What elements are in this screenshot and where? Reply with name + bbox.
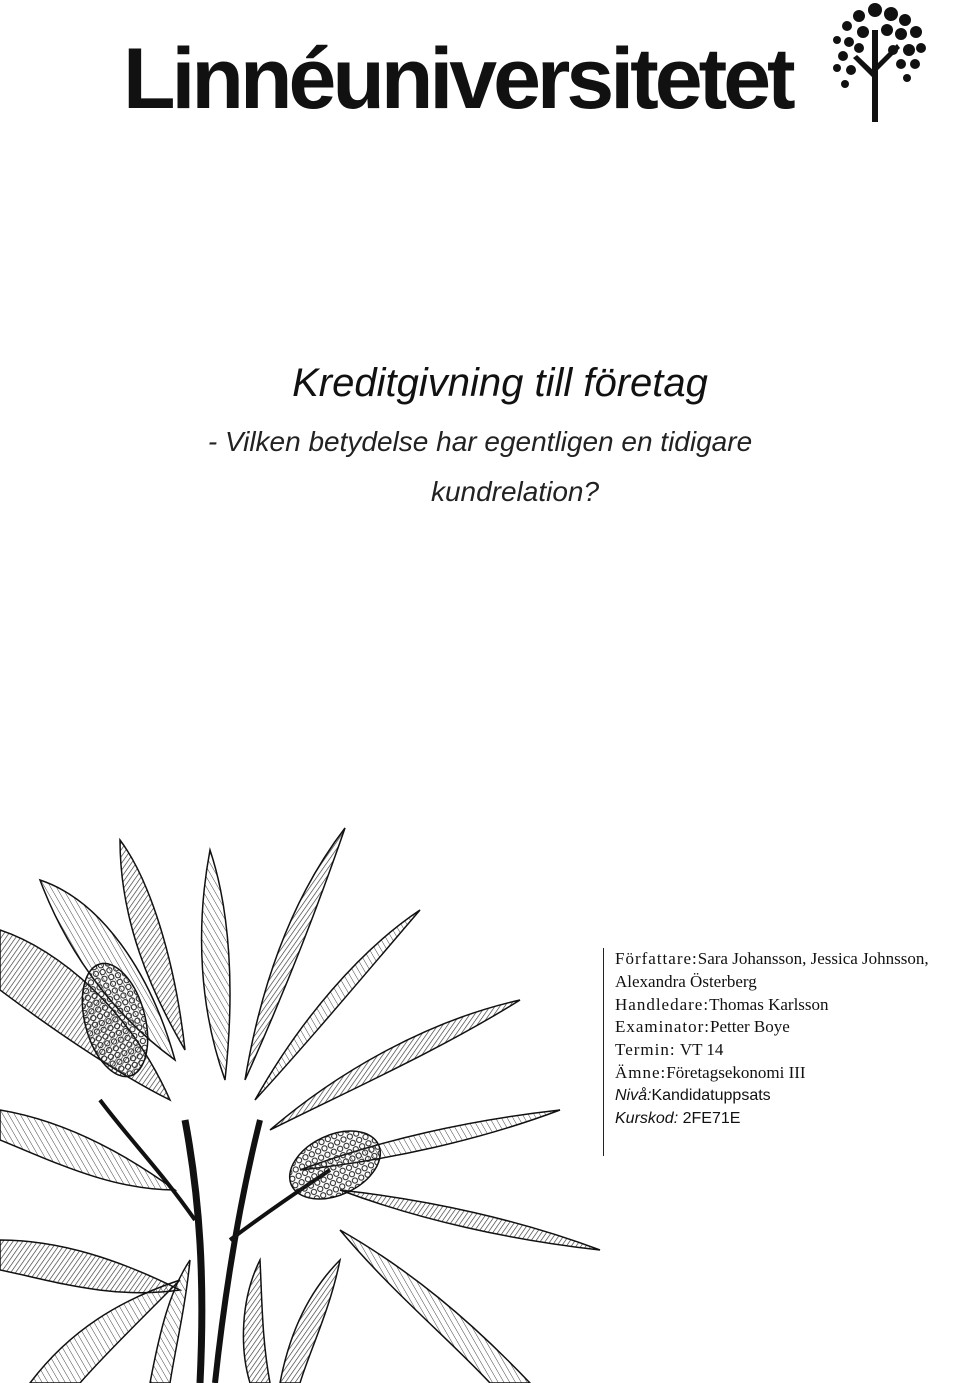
- subtitle-line-1: - Vilken betydelse har egentligen en tidigare: [207, 426, 753, 457]
- tree-icon: [823, 0, 928, 122]
- subtitle-line-2: kundrelation?: [430, 476, 600, 507]
- author-line-2: [615, 971, 960, 994]
- level-label: Nivå:: [615, 1086, 652, 1104]
- author-value-2: Alexandra Österberg: [615, 971, 757, 991]
- level-line: [615, 1085, 960, 1108]
- term-label: Termin:: [615, 1040, 676, 1060]
- page-subtitle: [0, 417, 960, 517]
- course-label: Kurskod:: [615, 1109, 679, 1127]
- subject-value: Företagsekonomi III: [666, 1062, 806, 1082]
- thesis-info-block: [603, 948, 960, 1156]
- level-value: Kandidatuppsats: [651, 1086, 771, 1104]
- supervisor-value: Thomas Karlsson: [709, 994, 829, 1014]
- supervisor-line: [615, 994, 960, 1017]
- examiner-label: Examinator:: [615, 1017, 711, 1037]
- logo-wordmark: Linnéuniversitetet: [123, 31, 792, 127]
- author-value: Sara Johansson, Jessica Johnsson,: [697, 949, 929, 968]
- supervisor-label: Handledare:: [615, 994, 710, 1014]
- subject-label: Ämne:: [615, 1062, 667, 1082]
- term-value: VT 14: [679, 1040, 724, 1060]
- page-title: Kreditgivning till företag: [292, 361, 708, 405]
- term-line: [615, 1039, 960, 1062]
- university-logo: [118, 0, 928, 130]
- author-line: [615, 948, 960, 971]
- course-line: [615, 1108, 960, 1131]
- course-value: 2FE71E: [682, 1109, 741, 1127]
- subject-line: [615, 1062, 960, 1085]
- title-block: [0, 355, 960, 517]
- examiner-value: Petter Boye: [710, 1017, 790, 1037]
- author-label: Författare:: [615, 949, 698, 968]
- examiner-line: [615, 1016, 960, 1039]
- botanical-branch-illustration: [0, 820, 640, 1383]
